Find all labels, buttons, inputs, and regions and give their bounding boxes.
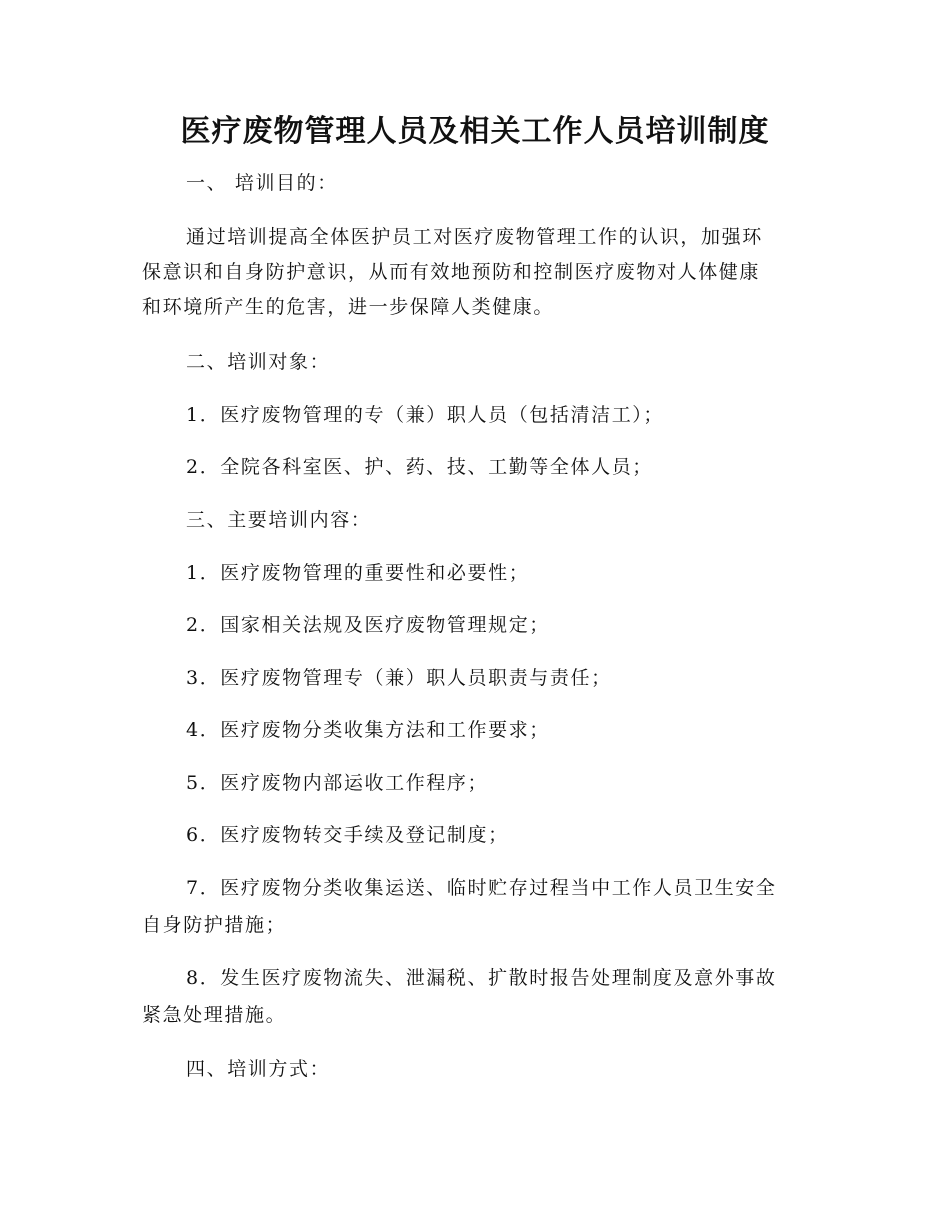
content-item-8-line-1: 8．发生医疗废物流失、泄漏税、扩散时报告处理制度及意外事故 (186, 967, 777, 989)
target-item-1: 1．医疗废物管理的专（兼）职人员（包括清洁工）； (186, 404, 664, 426)
content-item-8-line-2: 紧急处理措施。 (142, 1004, 287, 1026)
content-item-5: 5．医疗废物内部运收工作程序； (186, 772, 489, 794)
content-item-7-line-1: 7．医疗废物分类收集运送、临时贮存过程当中工作人员卫生安全 (186, 877, 777, 899)
document-title: 医疗废物管理人员及相关工作人员培训制度 (180, 114, 770, 149)
section2-heading: 二、培训对象： (186, 351, 331, 373)
section1-heading: 一、 培训目的： (186, 172, 338, 194)
content-item-1: 1．医疗废物管理的重要性和必要性； (186, 562, 530, 584)
content-item-7-line-2: 自身防护措施； (142, 914, 287, 936)
content-item-4: 4．医疗废物分类收集方法和工作要求； (186, 719, 550, 741)
purpose-line-1: 通过培训提高全体医护员工对医疗废物管理工作的认识，加强环 (186, 226, 763, 248)
content-item-2: 2．国家相关法规及医疗废物管理规定； (186, 614, 550, 636)
target-item-2: 2．全院各科室医、护、药、技、工勤等全体人员； (186, 456, 653, 478)
content-item-3: 3．医疗废物管理专（兼）职人员职责与责任； (186, 667, 612, 689)
purpose-line-3: 和环境所产生的危害，进一步保障人类健康。 (142, 296, 555, 318)
section4-heading: 四、培训方式： (186, 1058, 331, 1080)
purpose-line-2: 保意识和自身防护意识，从而有效地预防和控制医疗废物对人体健康 (142, 261, 761, 283)
content-item-6: 6．医疗废物转交手续及登记制度； (186, 824, 509, 846)
section3-heading: 三、主要培训内容： (186, 509, 372, 531)
